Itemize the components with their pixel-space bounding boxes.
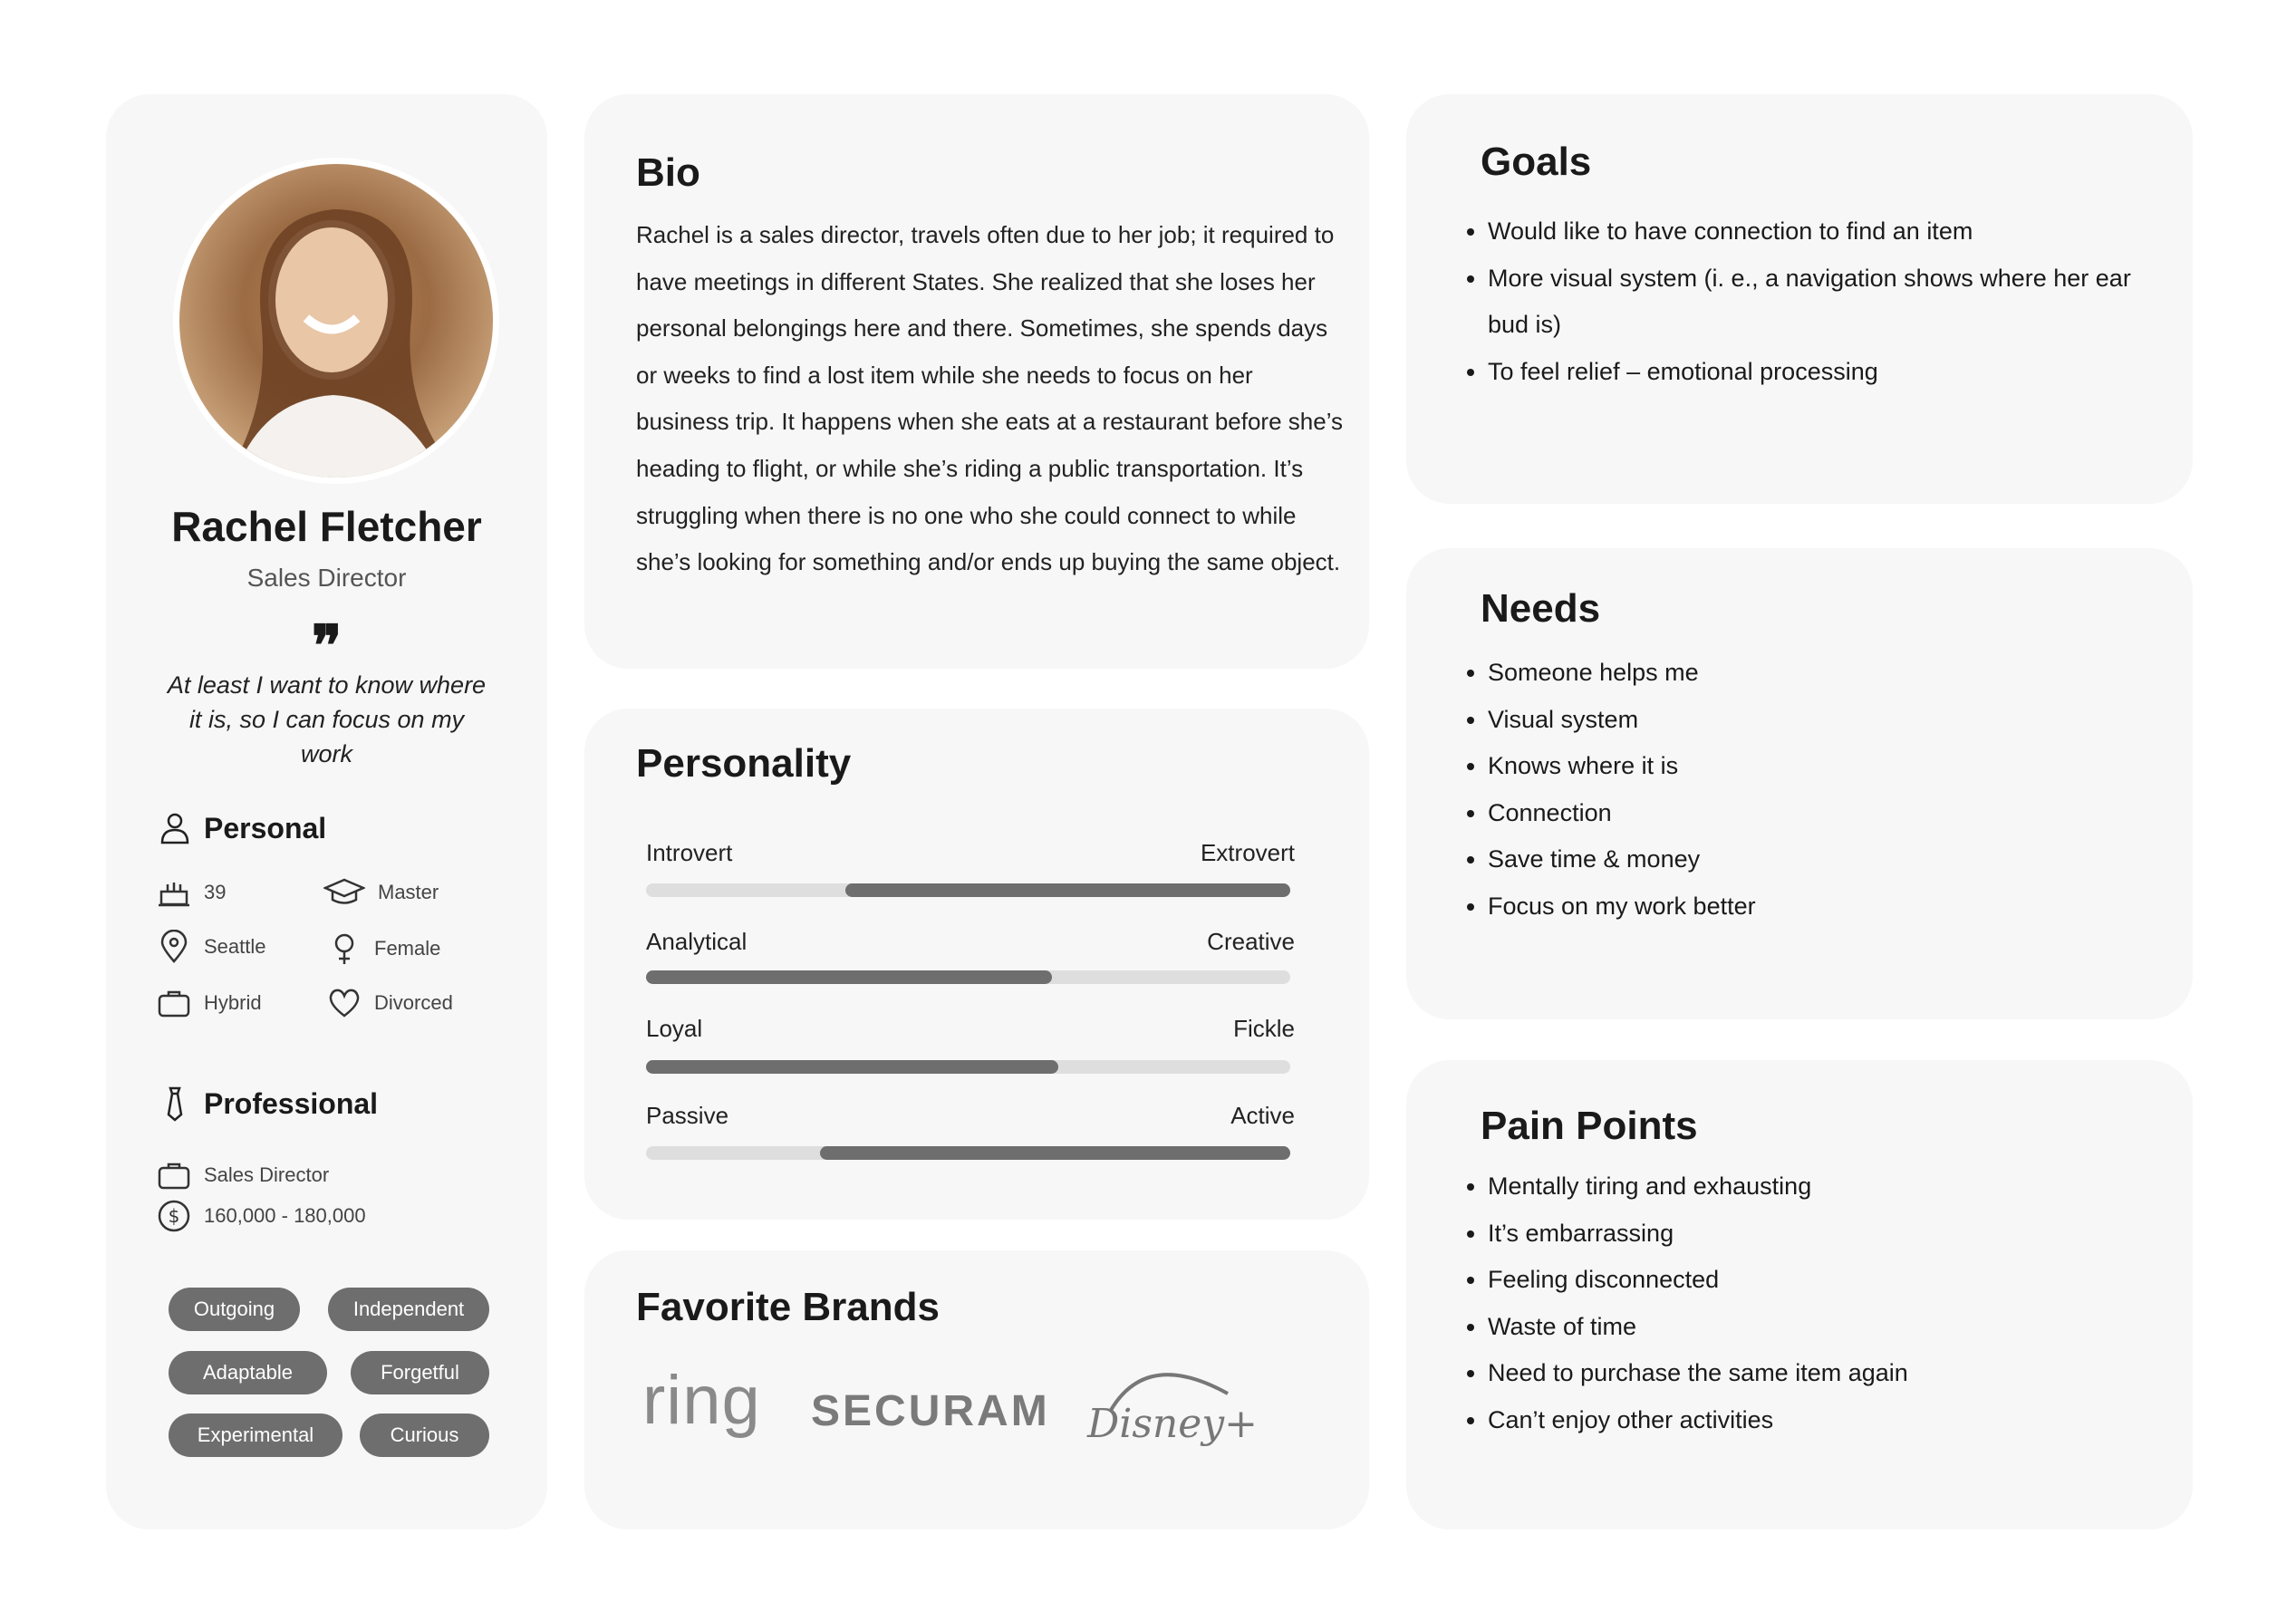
income-value: 160,000 - 180,000 — [204, 1204, 366, 1227]
brands-title: Favorite Brands — [636, 1285, 940, 1329]
bio-card — [584, 94, 1369, 669]
list-item: • Connection — [1488, 790, 2176, 837]
list-item: • Waste of time — [1488, 1304, 2176, 1351]
quote-icon: ❞ — [311, 613, 342, 679]
pain-points-list — [1461, 1163, 2176, 1444]
dollar-icon — [157, 1199, 191, 1233]
briefcase-icon — [157, 1158, 191, 1192]
list-item: • To feel relief – emotional processing — [1488, 349, 2176, 396]
persona-name: Rachel Fletcher — [171, 503, 482, 550]
trait-right-label: Creative — [1207, 928, 1295, 955]
personality-title: Personality — [636, 741, 852, 786]
goals-list — [1461, 208, 2176, 395]
personality-card — [584, 709, 1369, 1220]
job-value: Sales Director — [204, 1163, 330, 1186]
professional-heading — [157, 1085, 378, 1122]
pain-points-title: Pain Points — [1481, 1104, 1698, 1148]
list-item: • Mentally tiring and exhausting — [1488, 1163, 2176, 1211]
trait-left-label: Loyal — [646, 1015, 703, 1042]
trait-tag: Experimental — [169, 1414, 342, 1457]
list-item: • Knows where it is — [1488, 743, 2176, 790]
avatar-photo — [179, 164, 493, 478]
user-icon — [157, 810, 193, 846]
age-value: 39 — [204, 881, 227, 903]
trait-slider — [646, 1146, 1290, 1160]
list-item: • Feeling disconnected — [1488, 1257, 2176, 1304]
goals-title: Goals — [1481, 140, 1592, 184]
personal-heading — [157, 810, 326, 846]
trait-tag: Adaptable — [169, 1351, 327, 1394]
age-item — [157, 875, 226, 910]
trait-tag: Forgetful — [351, 1351, 489, 1394]
list-item: • It’s embarrassing — [1488, 1211, 2176, 1258]
trait-slider-fill — [845, 883, 1290, 897]
location-value: Seattle — [204, 935, 266, 958]
trait-left-label: Passive — [646, 1102, 729, 1129]
brands-card — [584, 1250, 1369, 1529]
avatar — [173, 158, 499, 484]
location-pin-icon — [157, 930, 191, 964]
bio-title: Bio — [636, 150, 700, 195]
gender-value: Female — [374, 937, 441, 960]
work-mode-item — [157, 986, 262, 1020]
needs-card — [1406, 548, 2193, 1019]
trait-slider-fill — [820, 1146, 1290, 1160]
education-item — [323, 875, 439, 910]
svg-text:$: $ — [168, 1205, 180, 1227]
list-item: • More visual system (i. e., a navigation shows where her ear bud is) — [1488, 256, 2131, 349]
job-item — [157, 1158, 329, 1192]
ring-logo: ring — [642, 1362, 761, 1439]
education-value: Master — [378, 881, 439, 903]
list-item: • Would like to have connection to find an item — [1488, 208, 2176, 256]
trait-slider-fill — [646, 1060, 1058, 1074]
professional-heading-label: Professional — [204, 1086, 379, 1120]
status-value: Divorced — [374, 991, 453, 1014]
cake-icon — [157, 875, 191, 910]
goals-card — [1406, 94, 2193, 504]
list-item: • Need to purchase the same item again — [1488, 1350, 2176, 1397]
securam-logo: SECURAM — [811, 1387, 1050, 1435]
needs-list — [1461, 650, 2176, 931]
trait-slider — [646, 883, 1290, 897]
trait-slider — [646, 1060, 1290, 1074]
gender-item — [327, 931, 440, 966]
female-icon — [327, 931, 362, 966]
personal-heading-label: Personal — [204, 811, 327, 844]
status-item — [327, 986, 453, 1020]
persona-quote: At least I want to know where it is, so I can focus on my work — [167, 671, 487, 767]
list-item: • Save time & money — [1488, 836, 2176, 883]
trait-tag: Independent — [328, 1288, 489, 1331]
profile-card — [106, 94, 547, 1529]
briefcase-icon — [157, 986, 191, 1020]
pain-points-card — [1406, 1060, 2193, 1529]
needs-title: Needs — [1481, 586, 1601, 631]
svg-text:Disney+: Disney+ — [1087, 1401, 1255, 1447]
list-item: • Visual system — [1488, 697, 2176, 744]
trait-slider — [646, 970, 1290, 984]
graduation-cap-icon — [323, 875, 365, 910]
trait-left-label: Analytical — [646, 928, 748, 955]
work-mode-value: Hybrid — [204, 991, 262, 1014]
location-item — [157, 930, 266, 964]
trait-right-label: Active — [1230, 1102, 1295, 1129]
heart-icon — [327, 986, 362, 1020]
list-item: • Can’t enjoy other activities — [1488, 1397, 2176, 1444]
trait-left-label: Introvert — [646, 839, 733, 866]
disney-plus-logo — [1083, 1357, 1255, 1457]
tie-icon — [157, 1085, 193, 1122]
list-item: • Focus on my work better — [1488, 883, 2176, 931]
persona-role: Sales Director — [246, 564, 407, 592]
bio-text: Rachel is a sales director, travels often due to her job; it required to have meetings in different States. She realized that she loses her personal belongings here and there. Sometimes, she spends days or weeks to find a lost item while she needs to focus on her business trip. It happens when she eats at a restaurant before she’s heading to flight, or while she’s riding a public transportation. It’s struggling when there is no one who she could connect to while she’s looking for something and/or ends up buying the same object. — [636, 221, 1343, 576]
trait-tag: Outgoing — [169, 1288, 300, 1331]
income-item — [157, 1199, 366, 1233]
trait-right-label: Fickle — [1233, 1015, 1295, 1042]
trait-slider-fill — [646, 970, 1052, 984]
list-item: • Someone helps me — [1488, 650, 2176, 697]
trait-tag: Curious — [360, 1414, 489, 1457]
trait-right-label: Extrovert — [1200, 839, 1295, 866]
